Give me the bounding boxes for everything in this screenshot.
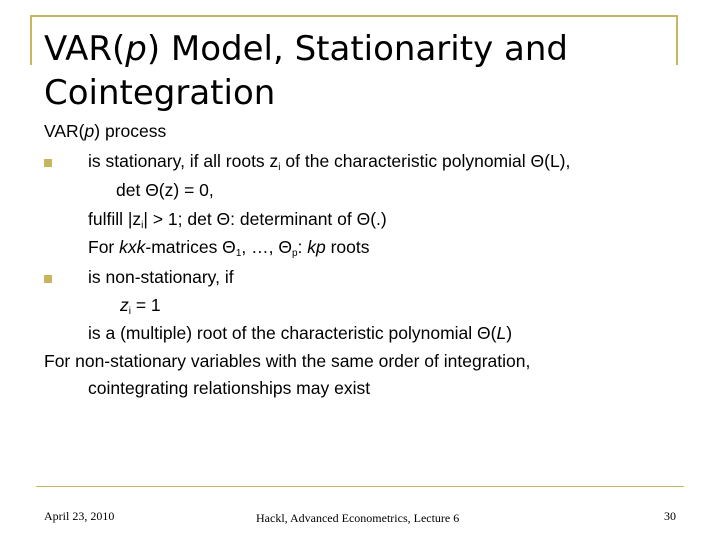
body-heading: VAR(p) process bbox=[44, 121, 167, 141]
b1-lead: is stationary, if all roots z bbox=[88, 151, 279, 171]
b2-z: z bbox=[120, 295, 129, 315]
bullet-2-line-2 bbox=[120, 295, 161, 317]
title-line-1: VAR(p) Model, Stationarity and bbox=[44, 29, 568, 69]
title-line-2: Cointegration bbox=[44, 73, 276, 113]
bullet-icon bbox=[44, 159, 52, 167]
b2-sub: i bbox=[128, 306, 131, 317]
b1-tail: of the characteristic polynomial Θ(L), bbox=[280, 151, 571, 171]
b1-l4c: , …, Θ bbox=[241, 237, 292, 257]
b1-l4s1: 1 bbox=[235, 248, 242, 259]
bullet-1-line-1 bbox=[88, 151, 570, 173]
footer-rule bbox=[36, 486, 684, 487]
bullet-2-line-1: is non-stationary, if bbox=[88, 267, 234, 287]
cointegration-line-1: For non-stationary variables with the same order of integration, bbox=[44, 351, 531, 371]
b1-sub: i bbox=[278, 162, 281, 173]
b1-l4a: For bbox=[88, 237, 120, 257]
b2-l3L: L bbox=[496, 323, 507, 343]
b1-l4k: kxk bbox=[119, 237, 146, 257]
bullet-1-line-3 bbox=[88, 209, 387, 231]
slide-frame-top bbox=[30, 15, 678, 17]
slide-title bbox=[44, 27, 694, 115]
b2-eq: = 1 bbox=[130, 295, 161, 315]
b1-l3sub: i bbox=[141, 220, 144, 231]
b1-l4b: -matrices Θ bbox=[145, 237, 236, 257]
b1-l4e: roots bbox=[325, 237, 370, 257]
b1-l3b: | > 1; det Θ: determinant of Θ(.) bbox=[143, 209, 387, 229]
bullet-icon bbox=[44, 275, 52, 283]
slide-frame-left bbox=[30, 15, 32, 65]
b1-l4d: : bbox=[297, 237, 308, 257]
b1-l4kp: kp bbox=[307, 237, 326, 257]
footer-page-number: 30 bbox=[664, 509, 676, 523]
b2-l3a: is a (multiple) root of the characteristic polynomial Θ( bbox=[88, 323, 497, 343]
b2-l3b: ) bbox=[506, 323, 513, 343]
b1-l4sp: p bbox=[291, 248, 298, 259]
footer-center: Hackl, Advanced Econometrics, Lecture 6 bbox=[256, 511, 460, 525]
bullet-1-line-4 bbox=[88, 237, 370, 259]
footer-date: April 23, 2010 bbox=[44, 509, 115, 523]
bullet-1-line-2: det Θ(z) = 0, bbox=[116, 180, 214, 200]
b1-l3a: fulfill |z bbox=[88, 209, 142, 229]
cointegration-line-2: cointegrating relationships may exist bbox=[88, 378, 371, 398]
bullet-2-line-3 bbox=[88, 323, 512, 344]
